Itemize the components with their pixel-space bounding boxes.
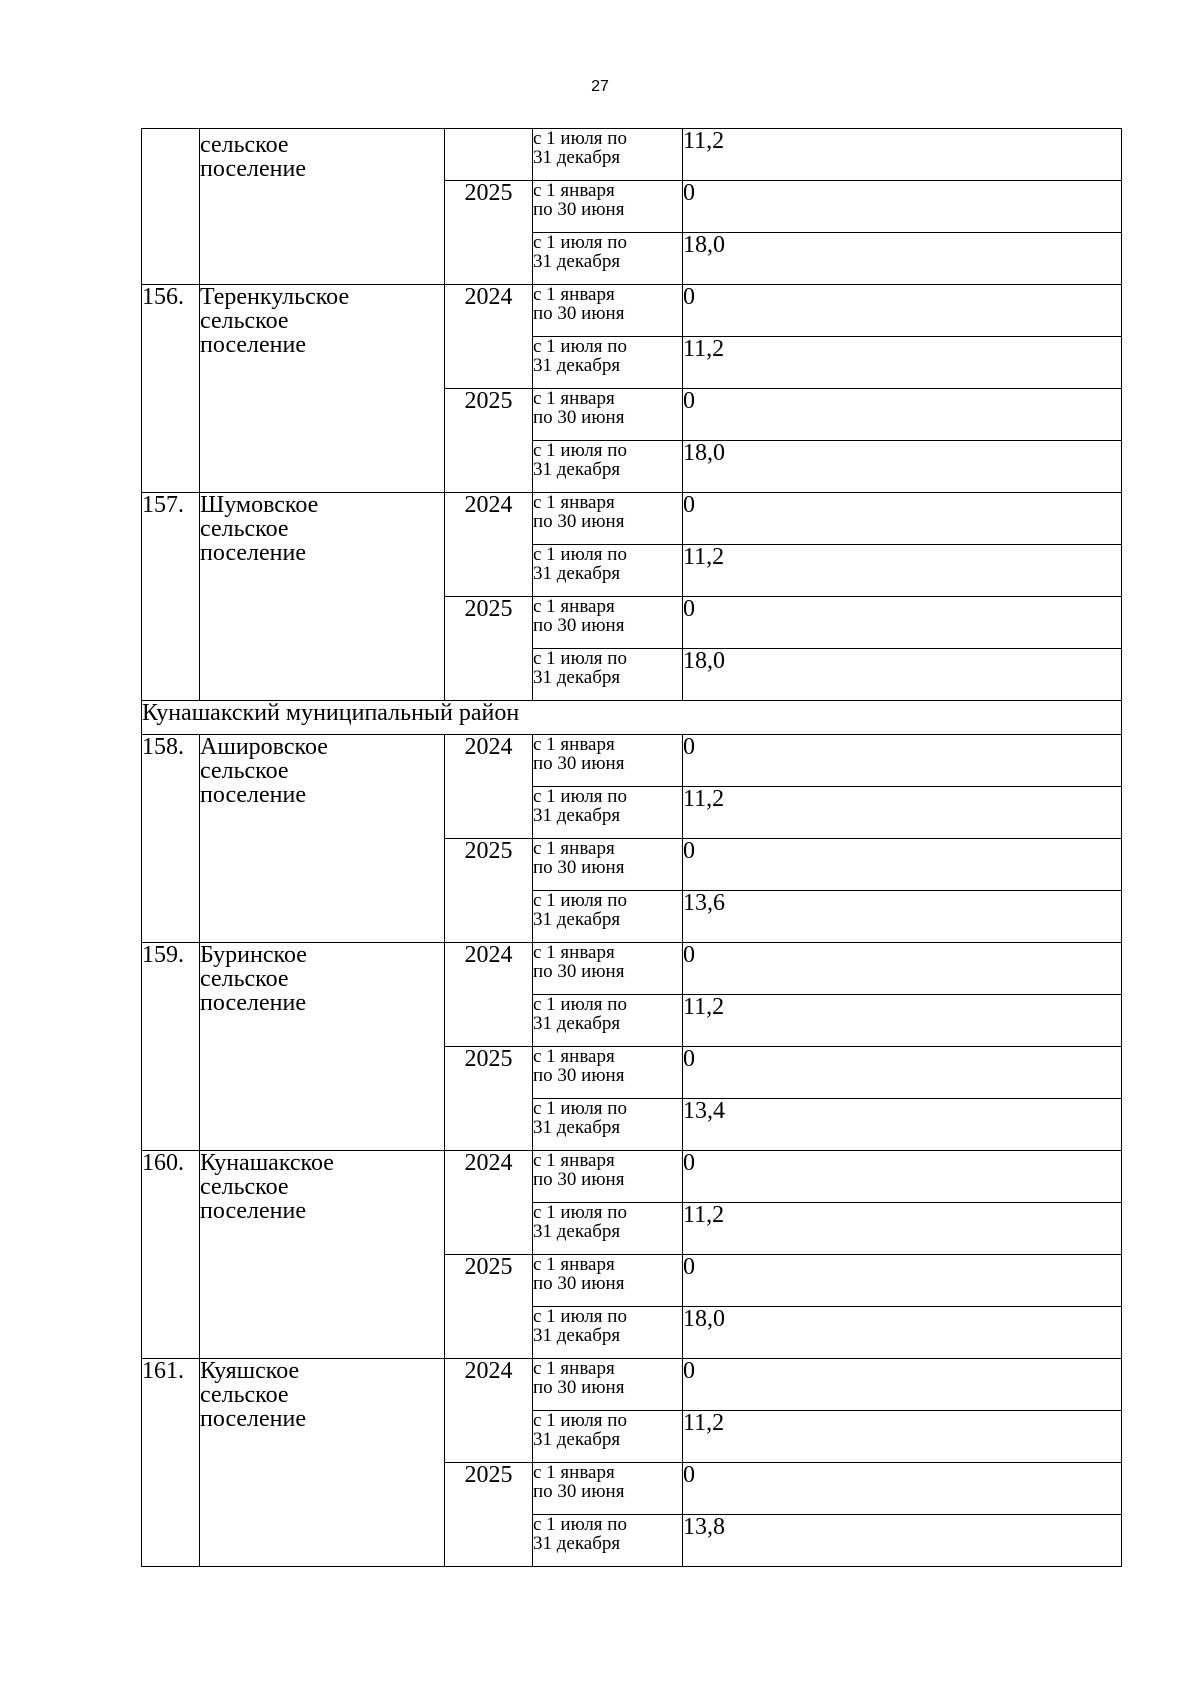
rate-value-cell: 18,0: [683, 233, 1122, 285]
period-line: 31 декабря: [533, 1533, 621, 1554]
settlement-name-line: сельское: [200, 1382, 289, 1408]
period-cell: [533, 649, 683, 701]
period-cell: [533, 839, 683, 891]
period-cell: [533, 943, 683, 995]
period-cell: [533, 787, 683, 839]
entry-number-cell: 157.: [142, 493, 200, 701]
period-line: 31 декабря: [533, 147, 621, 168]
year-cell: 2024: [445, 1151, 533, 1255]
table-body: [142, 129, 1122, 285]
settlement-name-line: Ашировское: [200, 734, 328, 760]
rate-value-cell: 13,4: [683, 1099, 1122, 1151]
page-number: 27: [591, 78, 609, 95]
period-line: 31 декабря: [533, 355, 621, 376]
year-cell: 2024: [445, 943, 533, 1047]
period-line: с 1 июля по: [533, 890, 627, 911]
settlement-name-line: Теренкульское: [200, 284, 350, 310]
rate-value-cell: 0: [683, 597, 1122, 649]
entry-number-cell: 158.: [142, 735, 200, 943]
settlement-name-cell: [200, 129, 445, 285]
period-cell: [533, 129, 683, 181]
period-line: 31 декабря: [533, 909, 621, 930]
table-row: [142, 1359, 1122, 1411]
period-cell: [533, 1463, 683, 1515]
settlement-name-cell: [200, 1359, 445, 1567]
period-cell: [533, 337, 683, 389]
rate-value-cell: 18,0: [683, 441, 1122, 493]
settlement-name-line: сельское: [200, 1174, 289, 1200]
period-cell: [533, 1203, 683, 1255]
year-cell: 2024: [445, 1359, 533, 1463]
rate-value-cell: 11,2: [683, 1203, 1122, 1255]
entry-number-cell: 159.: [142, 943, 200, 1151]
period-cell: [533, 545, 683, 597]
rate-value-cell: 0: [683, 1151, 1122, 1203]
rate-value-cell: 18,0: [683, 649, 1122, 701]
settlement-name-line: поселение: [200, 990, 307, 1016]
settlement-name-line: поселение: [200, 1198, 307, 1224]
rate-value-cell: 11,2: [683, 545, 1122, 597]
rate-value-cell: 0: [683, 1463, 1122, 1515]
rate-value-cell: 0: [683, 1255, 1122, 1307]
period-line: по 30 июня: [533, 1481, 625, 1502]
settlement-name-line: сельское: [200, 516, 289, 542]
rate-value-cell: 0: [683, 1047, 1122, 1099]
rate-value-cell: 18,0: [683, 1307, 1122, 1359]
rate-value-cell: 11,2: [683, 787, 1122, 839]
period-line: 31 декабря: [533, 805, 621, 826]
table-row: [142, 129, 1122, 181]
period-line: по 30 июня: [533, 857, 625, 878]
period-line: с 1 июля по: [533, 232, 627, 253]
period-cell: [533, 233, 683, 285]
settlement-name-cell: [200, 493, 445, 701]
period-line: с 1 января: [533, 492, 615, 513]
period-line: с 1 января: [533, 734, 615, 755]
period-cell: [533, 1411, 683, 1463]
settlement-name-line: поселение: [200, 156, 307, 182]
year-cell: 2024: [445, 493, 533, 597]
rate-value-cell: 11,2: [683, 995, 1122, 1047]
rate-value-cell: 0: [683, 839, 1122, 891]
year-cell: 2025: [445, 181, 533, 285]
period-cell: [533, 1151, 683, 1203]
period-line: с 1 июля по: [533, 648, 627, 669]
settlement-name-cell: [200, 285, 445, 493]
period-line: по 30 июня: [533, 1169, 625, 1190]
year-cell: 2025: [445, 1255, 533, 1359]
period-line: с 1 января: [533, 1150, 615, 1171]
settlement-name-line: Куяшское: [200, 1358, 300, 1384]
rate-value-cell: 11,2: [683, 1411, 1122, 1463]
settlement-name-cell: [200, 1151, 445, 1359]
period-line: с 1 июля по: [533, 544, 627, 565]
period-line: с 1 января: [533, 838, 615, 859]
settlement-name-line: сельское: [200, 966, 289, 992]
entries-group: [142, 735, 1122, 1567]
rate-value-cell: 0: [683, 493, 1122, 545]
period-line: с 1 июля по: [533, 1514, 627, 1535]
period-line: по 30 июня: [533, 511, 625, 532]
period-cell: [533, 389, 683, 441]
entry-number-cell: [142, 129, 200, 285]
period-line: с 1 января: [533, 1254, 615, 1275]
period-line: с 1 января: [533, 284, 615, 305]
rate-value-cell: 11,2: [683, 129, 1122, 181]
period-cell: [533, 735, 683, 787]
region-group: [142, 701, 1122, 735]
period-cell: [533, 181, 683, 233]
period-line: по 30 июня: [533, 199, 625, 220]
rate-value-cell: 0: [683, 943, 1122, 995]
period-line: с 1 июля по: [533, 440, 627, 461]
period-line: по 30 июня: [533, 753, 625, 774]
table-row: [142, 1151, 1122, 1203]
settlement-name-line: Шумовское: [200, 492, 319, 518]
entry-number-cell: 160.: [142, 1151, 200, 1359]
period-line: 31 декабря: [533, 459, 621, 480]
region-row: [142, 701, 1122, 735]
period-line: по 30 июня: [533, 1065, 625, 1086]
table-row: [142, 493, 1122, 545]
rate-value-cell: 0: [683, 285, 1122, 337]
period-cell: [533, 441, 683, 493]
period-line: с 1 января: [533, 1462, 615, 1483]
period-cell: [533, 995, 683, 1047]
entry-number-cell: 156.: [142, 285, 200, 493]
period-line: 31 декабря: [533, 1325, 621, 1346]
period-line: с 1 июля по: [533, 1202, 627, 1223]
period-line: с 1 июля по: [533, 1306, 627, 1327]
period-line: по 30 июня: [533, 961, 625, 982]
period-line: по 30 июня: [533, 1377, 625, 1398]
year-cell: 2024: [445, 285, 533, 389]
period-line: 31 декабря: [533, 251, 621, 272]
period-line: с 1 июля по: [533, 1098, 627, 1119]
year-cell: [445, 129, 533, 181]
settlement-name-line: поселение: [200, 782, 307, 808]
entries-group: [142, 285, 1122, 701]
period-cell: [533, 1047, 683, 1099]
period-line: с 1 января: [533, 1358, 615, 1379]
settlement-name-cell: [200, 943, 445, 1151]
period-line: по 30 июня: [533, 1273, 625, 1294]
settlement-name-line: сельское: [200, 308, 289, 334]
settlement-name-line: Буринское: [200, 942, 307, 968]
year-cell: 2025: [445, 597, 533, 701]
rate-value-cell: 13,6: [683, 891, 1122, 943]
settlement-name-line: Кунашакское: [200, 1150, 334, 1176]
period-cell: [533, 891, 683, 943]
period-line: с 1 января: [533, 180, 615, 201]
table-row: [142, 285, 1122, 337]
period-line: по 30 июня: [533, 303, 625, 324]
period-line: с 1 июля по: [533, 1410, 627, 1431]
period-line: с 1 января: [533, 1046, 615, 1067]
table-row: [142, 943, 1122, 995]
period-cell: [533, 1307, 683, 1359]
period-line: с 1 января: [533, 942, 615, 963]
year-cell: 2025: [445, 389, 533, 493]
period-cell: [533, 493, 683, 545]
settlement-name-cell: [200, 735, 445, 943]
year-cell: 2025: [445, 839, 533, 943]
period-cell: [533, 1359, 683, 1411]
settlement-name-line: поселение: [200, 540, 307, 566]
settlement-name-line: сельское: [200, 758, 289, 784]
period-cell: [533, 1515, 683, 1567]
period-cell: [533, 285, 683, 337]
rate-value-cell: 0: [683, 181, 1122, 233]
rate-value-cell: 13,8: [683, 1515, 1122, 1567]
period-line: 31 декабря: [533, 667, 621, 688]
period-line: 31 декабря: [533, 1117, 621, 1138]
rates-table: [141, 128, 1122, 1567]
settlement-name-line: сельское: [200, 132, 289, 158]
period-line: с 1 января: [533, 388, 615, 409]
table-row: [142, 735, 1122, 787]
period-line: с 1 июля по: [533, 128, 627, 149]
period-line: с 1 января: [533, 596, 615, 617]
period-line: 31 декабря: [533, 1013, 621, 1034]
year-cell: 2025: [445, 1047, 533, 1151]
rate-value-cell: 11,2: [683, 337, 1122, 389]
settlement-name-line: поселение: [200, 1406, 307, 1432]
period-line: 31 декабря: [533, 1429, 621, 1450]
period-line: 31 декабря: [533, 563, 621, 584]
period-cell: [533, 1255, 683, 1307]
period-line: с 1 июля по: [533, 786, 627, 807]
period-line: с 1 июля по: [533, 994, 627, 1015]
period-line: по 30 июня: [533, 407, 625, 428]
rate-value-cell: 0: [683, 1359, 1122, 1411]
period-line: с 1 июля по: [533, 336, 627, 357]
period-cell: [533, 597, 683, 649]
period-cell: [533, 1099, 683, 1151]
rate-value-cell: 0: [683, 389, 1122, 441]
period-line: 31 декабря: [533, 1221, 621, 1242]
year-cell: 2024: [445, 735, 533, 839]
year-cell: 2025: [445, 1463, 533, 1567]
rate-value-cell: 0: [683, 735, 1122, 787]
settlement-name-line: поселение: [200, 332, 307, 358]
period-line: по 30 июня: [533, 615, 625, 636]
region-title: Кунашакский муниципальный район: [142, 701, 1122, 735]
entry-number-cell: 161.: [142, 1359, 200, 1567]
